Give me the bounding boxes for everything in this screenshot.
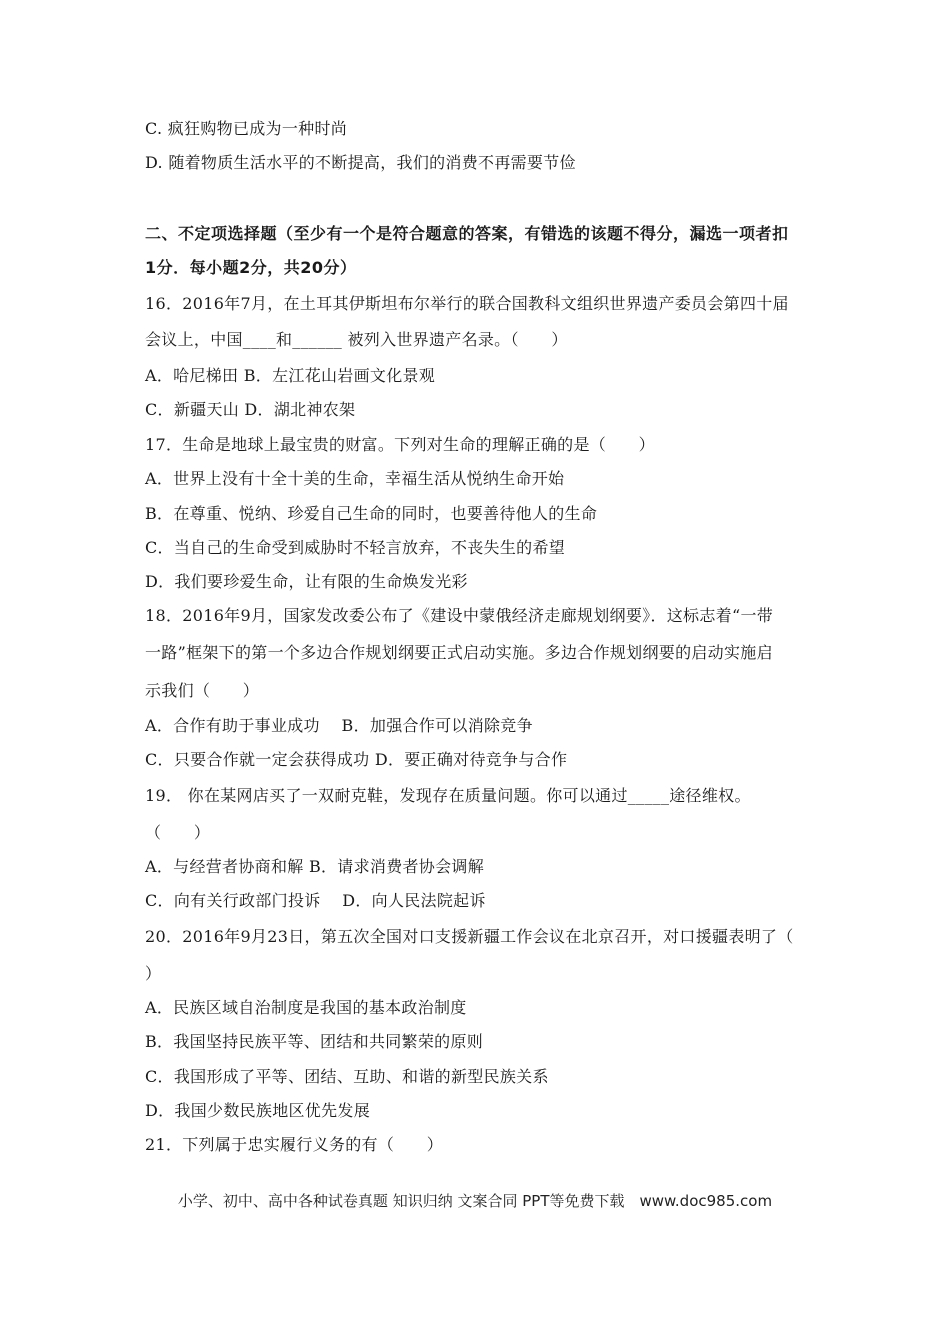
section-heading: 二、不定项选择题（至少有一个是符合题意的答案，有错选的该题不得分，漏选一项者扣 <box>145 224 789 243</box>
option-17d: D．我们要珍爱生命，让有限的生命焕发光彩 <box>145 572 468 591</box>
question-21: 21．下列属于忠实履行义务的有（ ） <box>145 1135 444 1154</box>
question-18: 18．2016年9月，国家发改委公布了《建设中蒙俄经济走廊规划纲要》．这标志着“一带 <box>145 606 774 625</box>
option-20d: D．我国少数民族地区优先发展 <box>145 1101 371 1120</box>
option-19cd: C．向有关行政部门投诉 D．向人民法院起诉 <box>145 891 486 910</box>
question-16: 16．2016年7月，在土耳其伊斯坦布尔举行的联合国教科文组织世界遗产委员会第四十届 <box>145 294 789 313</box>
option-16ab: A．哈尼梯田 B．左江花山岩画文化景观 <box>145 366 436 385</box>
option-18cd: C．只要合作就一定会获得成功 D．要正确对待竞争与合作 <box>145 750 568 769</box>
question-18-cont2: 示我们（ ） <box>145 681 260 700</box>
page-footer: 小学、初中、高中各种试卷真题 知识归纳 文案合同 PPT等免费下载 www.doc985.com <box>177 1192 773 1210</box>
question-18-cont: 一路”框架下的第一个多边合作规划纲要正式启动实施。多边合作规划纲要的启动实施启 <box>145 643 773 662</box>
question-19: 19． 你在某网店买了一双耐克鞋，发现存在质量问题。你可以通过_____途径维权。 <box>145 786 751 805</box>
option-16cd: C．新疆天山 D．湖北神农架 <box>145 400 356 419</box>
option-15c: C. 疯狂购物已成为一种时尚 <box>145 119 348 138</box>
option-15d: D. 随着物质生活水平的不断提高，我们的消费不再需要节俭 <box>145 153 576 172</box>
question-20: 20．2016年9月23日，第五次全国对口支援新疆工作会议在北京召开，对口援疆表明了（ <box>145 927 794 946</box>
question-20-cont: ） <box>145 964 162 983</box>
option-20b: B．我国坚持民族平等、团结和共同繁荣的原则 <box>145 1032 484 1051</box>
question-17: 17．生命是地球上最宝贵的财富。下列对生命的理解正确的是（ ） <box>145 435 655 454</box>
option-19ab: A．与经营者协商和解 B．请求消费者协会调解 <box>145 857 484 876</box>
question-16-cont: 会议上，中国____和______ 被列入世界遗产名录。（ ） <box>145 330 568 349</box>
option-17c: C．当自己的生命受到威胁时不轻言放弃，不丧失生的希望 <box>145 538 566 557</box>
option-17a: A．世界上没有十全十美的生命，幸福生活从悦纳生命开始 <box>145 469 565 488</box>
option-20c: C．我国形成了平等、团结、互助、和谐的新型民族关系 <box>145 1067 549 1086</box>
question-19-cont: （ ） <box>145 823 211 842</box>
section-heading-cont: 1分．每小题2分，共20分） <box>145 258 357 277</box>
option-17b: B．在尊重、悦纳、珍爱自己生命的同时，也要善待他人的生命 <box>145 504 598 523</box>
option-18ab: A．合作有助于事业成功 B．加强合作可以消除竞争 <box>145 716 533 735</box>
option-20a: A．民族区域自治制度是我国的基本政治制度 <box>145 998 467 1017</box>
